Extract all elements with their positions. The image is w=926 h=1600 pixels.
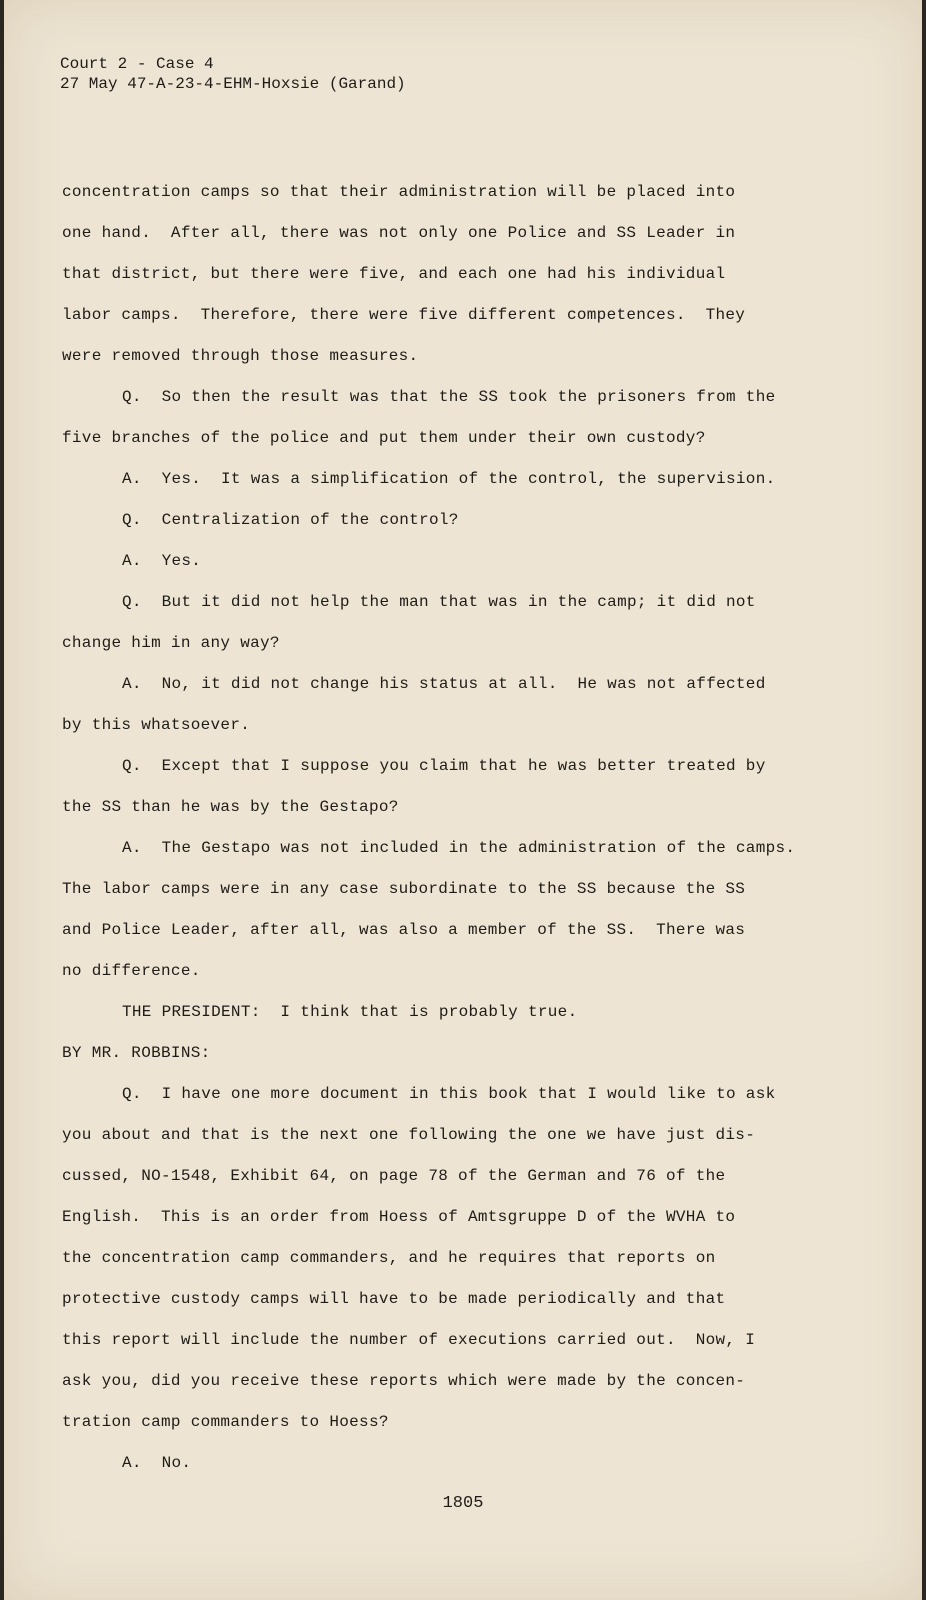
text-line: A. Yes. It was a simplification of the control, the supervision. [122, 470, 776, 488]
text-line: that district, but there were five, and each one had his individual [62, 265, 726, 283]
text-line: The labor camps were in any case subordinate to the SS because the SS [62, 880, 746, 898]
transcript-body [62, 172, 822, 1484]
text-line: tration camp commanders to Hoess? [62, 1413, 389, 1431]
text-line: the concentration camp commanders, and he requires that reports on [62, 1249, 716, 1267]
text-line: Q. So then the result was that the SS took the prisoners from the [122, 388, 776, 406]
document-page [4, 0, 922, 1600]
text-line: Q. Except that I suppose you claim that he was better treated by [122, 757, 766, 775]
text-line: THE PRESIDENT: I think that is probably true. [122, 1003, 578, 1021]
text-line: five branches of the police and put them under their own custody? [62, 429, 706, 447]
text-line: were removed through those measures. [62, 347, 419, 365]
text-line: you about and that is the next one following the one we have just dis- [62, 1126, 756, 1144]
text-line: A. No, it did not change his status at all. He was not affected [122, 675, 766, 693]
header [60, 54, 406, 94]
text-line: and Police Leader, after all, was also a member of the SS. There was [62, 921, 746, 939]
text-line: by this whatsoever. [62, 716, 251, 734]
text-line: the SS than he was by the Gestapo? [62, 798, 399, 816]
text-line: Q. But it did not help the man that was in the camp; it did not [122, 593, 756, 611]
text-line: labor camps. Therefore, there were five different competences. They [62, 306, 746, 324]
text-line: no difference. [62, 962, 201, 980]
header-date-line: 27 May 47-A-23-4-EHM-Hoxsie (Garand) [60, 75, 406, 93]
text-line: A. Yes. [122, 552, 202, 570]
text-line: A. The Gestapo was not included in the administration of the camps. [122, 839, 796, 857]
text-line: English. This is an order from Hoess of Amtsgruppe D of the WVHA to [62, 1208, 736, 1226]
text-line: cussed, NO-1548, Exhibit 64, on page 78 of the German and 76 of the [62, 1167, 726, 1185]
text-line: protective custody camps will have to be made periodically and that [62, 1290, 726, 1308]
text-line: BY MR. ROBBINS: [62, 1044, 211, 1062]
header-case-line: Court 2 - Case 4 [60, 55, 214, 73]
text-line: concentration camps so that their administration will be placed into [62, 183, 736, 201]
text-line: Q. Centralization of the control? [122, 511, 459, 529]
text-line: this report will include the number of executions carried out. Now, I [62, 1331, 756, 1349]
text-line: A. No. [122, 1454, 192, 1472]
text-line: Q. I have one more document in this book that I would like to ask [122, 1085, 776, 1103]
page-number: 1805 [442, 1494, 484, 1513]
text-line: ask you, did you receive these reports which were made by the concen- [62, 1372, 746, 1390]
text-line: one hand. After all, there was not only one Police and SS Leader in [62, 224, 736, 242]
text-line: change him in any way? [62, 634, 280, 652]
